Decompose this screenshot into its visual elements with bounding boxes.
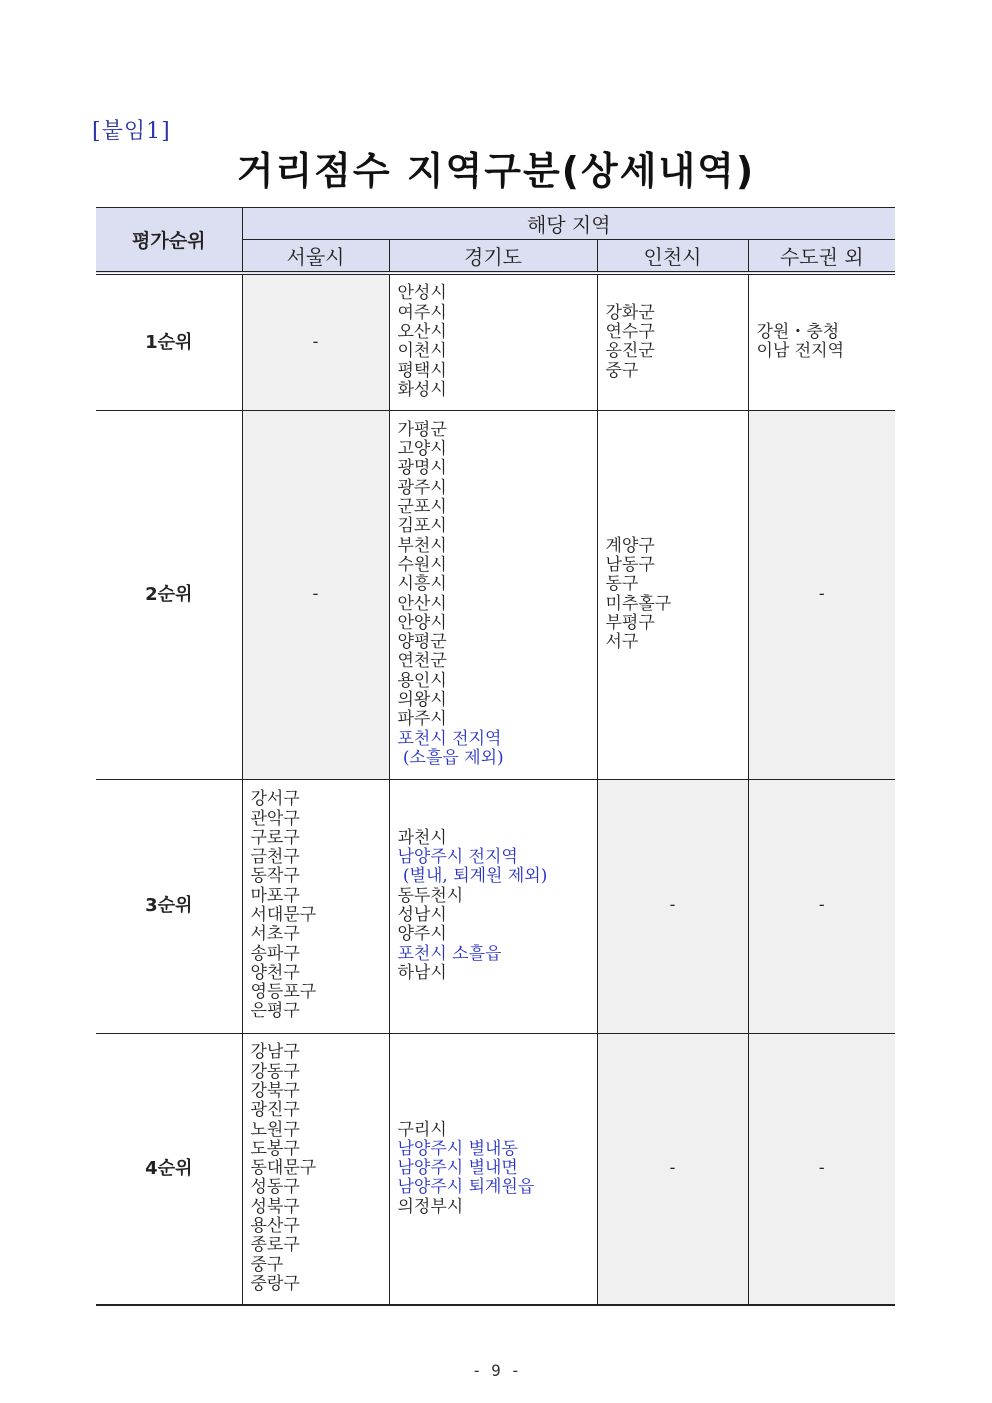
header-gyeonggi: 경기도: [389, 240, 597, 274]
incheon-cell: -: [597, 1033, 748, 1305]
outside-cell: -: [748, 1033, 895, 1305]
region-entry: 중구: [605, 360, 639, 381]
page-title: 거리점수 지역구분(상세내역): [236, 149, 756, 193]
incheon-cell: [597, 273, 748, 410]
page-number: - 9 -: [471, 1361, 521, 1380]
region-entry: (별내, 퇴계원 제외): [397, 866, 548, 887]
region-entry: (소흘읍 제외): [397, 747, 504, 768]
region-entry: 부평구: [605, 612, 655, 633]
region-entry: 의정부시: [397, 1196, 464, 1217]
region-entry: 성남시: [397, 905, 447, 925]
region-entry: 성북구: [250, 1196, 300, 1217]
region-entry: 중구: [250, 1254, 284, 1275]
region-entry: 강서구: [250, 789, 300, 810]
region-table: [96, 207, 895, 1306]
header-region: 해당 지역: [242, 208, 895, 240]
region-entry: 양평군: [397, 632, 447, 653]
region-entry: 부천시: [397, 535, 447, 556]
region-entry: 관악구: [250, 808, 300, 829]
region-entry: 남양주시 별내면: [397, 1158, 518, 1179]
region-entry: 중랑구: [250, 1273, 300, 1294]
region-entry: 포천시 소흘읍: [397, 943, 502, 964]
region-entry: 금천구: [250, 847, 300, 868]
region-entry: 강남구: [250, 1042, 300, 1063]
rank-cell: 4순위: [96, 1033, 242, 1305]
seoul-cell: [242, 1033, 389, 1305]
incheon-cell: -: [597, 779, 748, 1033]
region-entry: 남양주시 전지역: [397, 847, 518, 868]
gyeonggi-cell: [389, 1033, 597, 1305]
table-row: [96, 410, 895, 779]
rank-cell: 2순위: [96, 410, 242, 779]
rank-cell: 1순위: [96, 273, 242, 410]
region-entry: 동두천시: [397, 885, 464, 906]
region-entry: 군포시: [397, 497, 447, 518]
rank-cell: 3순위: [96, 779, 242, 1033]
outside-cell: [748, 273, 895, 410]
region-entry: 평택시: [397, 360, 447, 381]
region-entry: 양주시: [397, 924, 447, 945]
region-entry: 과천시: [397, 827, 447, 848]
gyeonggi-cell: [389, 779, 597, 1033]
region-entry: 광주시: [397, 477, 447, 498]
region-entry: 안성시: [397, 283, 447, 304]
header-outside: 수도권 외: [748, 240, 895, 274]
region-entry: 여주시: [397, 302, 447, 323]
table-row: [96, 273, 895, 410]
region-entry: 화성시: [397, 379, 447, 400]
gyeonggi-cell: [389, 410, 597, 779]
region-entry: 광명시: [397, 458, 447, 479]
region-entry: 강동구: [250, 1061, 300, 1082]
region-entry: 서구: [605, 632, 639, 653]
region-entry: 안산시: [397, 593, 447, 614]
region-entry: 옹진군: [605, 341, 655, 362]
region-entry: 이천시: [397, 341, 447, 362]
region-entry: 도봉구: [250, 1138, 300, 1159]
region-entry: 송파구: [250, 943, 300, 964]
region-entry: 광진구: [250, 1100, 300, 1121]
table-row: [96, 1033, 895, 1305]
region-entry: 가평군: [397, 419, 447, 440]
region-entry: 남양주시 별내동: [397, 1138, 518, 1159]
region-entry: 포천시 전지역: [397, 728, 502, 749]
region-entry: 강북구: [250, 1080, 300, 1101]
region-entry: 구로구: [250, 827, 300, 848]
region-entry: 영등포구: [250, 982, 317, 1003]
region-entry: 서대문구: [250, 905, 317, 925]
region-entry: 강원・충청: [756, 321, 840, 342]
region-entry: 계양구: [605, 535, 655, 556]
region-entry: 안양시: [397, 612, 447, 633]
header-rank: 평가순위: [96, 208, 242, 274]
region-entry: 동작구: [250, 866, 300, 887]
region-entry: 수원시: [397, 554, 447, 575]
region-entry: 하남시: [397, 962, 447, 983]
region-entry: 연천군: [397, 651, 447, 672]
region-entry: 노원구: [250, 1119, 300, 1140]
region-entry: 은평구: [250, 1001, 300, 1022]
region-entry: 고양시: [397, 439, 447, 460]
region-entry: 미추홀구: [605, 593, 672, 614]
region-entry: 구리시: [397, 1119, 447, 1140]
region-entry: 성동구: [250, 1177, 300, 1198]
region-entry: 연수구: [605, 321, 655, 342]
table-row: [96, 779, 895, 1033]
seoul-cell: [242, 779, 389, 1033]
region-entry: 파주시: [397, 709, 447, 730]
region-entry: 동구: [605, 574, 639, 595]
header-seoul: 서울시: [242, 240, 389, 274]
region-entry: 용인시: [397, 670, 447, 691]
region-entry: 마포구: [250, 885, 300, 906]
region-entry: 의왕시: [397, 689, 447, 710]
region-entry: 남동구: [605, 554, 655, 575]
seoul-cell: -: [242, 273, 389, 410]
region-entry: 오산시: [397, 321, 447, 342]
header-incheon: 인천시: [597, 240, 748, 274]
incheon-cell: [597, 410, 748, 779]
region-entry: 시흥시: [397, 574, 447, 595]
outside-cell: -: [748, 779, 895, 1033]
region-entry: 남양주시 퇴계원읍: [397, 1177, 535, 1198]
outside-cell: -: [748, 410, 895, 779]
region-entry: 김포시: [397, 516, 447, 537]
region-entry: 종로구: [250, 1235, 300, 1256]
region-entry: 양천구: [250, 962, 300, 983]
gyeonggi-cell: [389, 273, 597, 410]
seoul-cell: -: [242, 410, 389, 779]
attachment-label: [붙임1]: [92, 119, 171, 144]
region-entry: 동대문구: [250, 1158, 317, 1179]
region-entry: 서초구: [250, 924, 300, 945]
region-entry: 이남 전지역: [756, 341, 845, 362]
region-entry: 용산구: [250, 1215, 300, 1236]
region-entry: 강화군: [605, 302, 655, 323]
